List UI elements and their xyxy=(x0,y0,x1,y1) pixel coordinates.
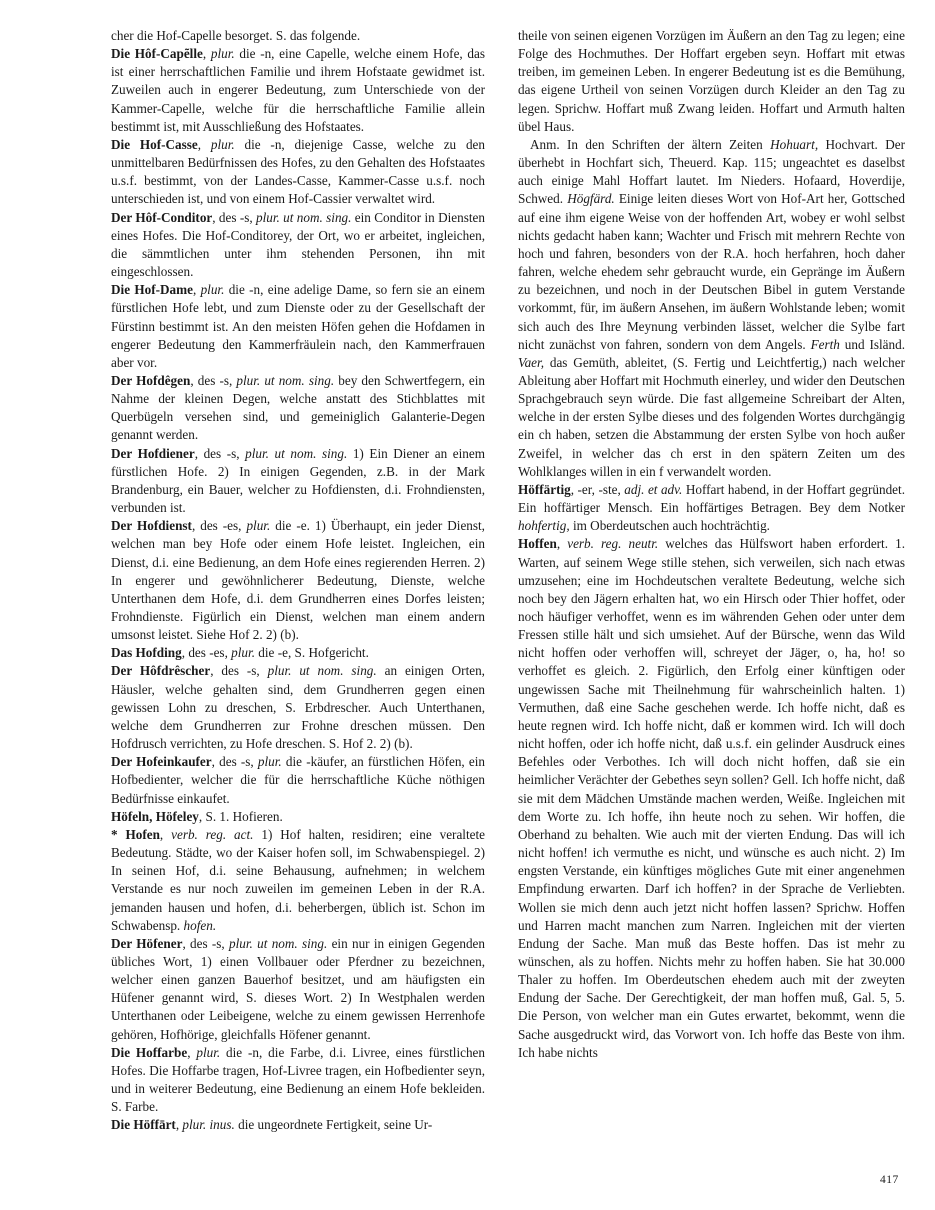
headword: Das Hofding xyxy=(111,645,182,661)
dictionary-entry xyxy=(111,136,485,209)
headword: * Hofen xyxy=(111,826,160,842)
italic-term: Högfärd. xyxy=(567,191,615,207)
right-column xyxy=(518,27,905,1062)
entry-text: , xyxy=(159,826,172,842)
headword: Der Hôfdrêscher xyxy=(111,663,211,679)
entry-text: und Isländ. xyxy=(839,336,905,352)
italic-term: plur. xyxy=(210,46,235,62)
entry-text: , des -s, xyxy=(182,935,230,951)
entry-text: , xyxy=(192,282,201,298)
entry-text: theile von seinen eigenen Vorzügen im Äußern an den Tag zu legen; eine Folge des Hochmuthes. Der Hoffart ergeben seyn. Hoffart mit etwas treiben, im gemeinen Leben. In engerer Bedeutung ist es die Bemühung, das eigene Urtheil von seinen Vorzügen durch Kleider an den Tag zu legen. Sprichw. Hoffart muß Zwang leiden. Hoffart und Armuth halten übel Haus. xyxy=(518,28,905,134)
headword: Der Hofdêgen xyxy=(111,372,191,388)
dictionary-entry xyxy=(111,372,485,445)
italic-term: Vaer, xyxy=(518,354,545,370)
left-column xyxy=(111,27,485,1135)
entry-text: Einige leiten dieses Wort von Hof-Art her, Gottsched auf eine ihm eigene Weise von der hoffenden Art, wobey er wohl selbst nichts gedacht haben kann; Wachter und Frisch mit mehrern Rechte von hoch und fahren, besonders von der R.A. hoch herfahren, hoch daher fahren, welche ehedem sehr gebraucht wurde, ein Gepränge im Äußern zu bezeichnen, und noch in der Deutschen Bibel in gutem Verstande vorkommt, für, im äußern Ansehen, im äußern Wohlstande leben; womit sich auch des Ihre Meynung verbinden lässet, welcher die Sylbe fart nicht zunächst von fahren, sondern von dem Angels. xyxy=(518,191,905,352)
dictionary-entry xyxy=(111,445,485,518)
dictionary-entry xyxy=(111,45,485,136)
entry-text: , xyxy=(197,136,211,152)
entry-text: , xyxy=(187,1044,197,1060)
entry-text: ein Conditor in Diensten eines Hofes. Die Hof-Conditorey, der Ort, wo er arbeitet, ingleichen, die sämmtlichen unter ihm stehenden Personen, ihn mit eingeschlossen. xyxy=(111,209,485,280)
entry-text: die ungeordnete Fertigkeit, seine Ur- xyxy=(234,1117,433,1133)
entry-text: Hochvart. Der überhebt in Hochfart sich, Theuerd. Kap. 115; ungeachtet es daselbst auch einige Mahl Hoffart lautet. Im Nieders. Hofaard, Hoverdije, Schwed. xyxy=(518,136,905,207)
entry-text: die -n, eine Capelle, welche einem Hofe, das ist einer herrschaftlichen Familie und ihrem Hofstaate gewidmet ist. Zuweilen auch in engerer Bedeutung, zum Unterschiede von der Kammer-Capelle, welche für die herrschaftliche Familie allein bestimmt ist, mit Ausschließung des Hofstaates. xyxy=(111,46,485,134)
italic-term: plur. xyxy=(210,136,235,152)
entry-text: 1) Ein Diener an einem fürstlichen Hofe. 2) In einigen Gegenden, z.B. in der Mark Brandenburg, ein Bauer, welcher zu Hofdiensten, d.i. Frohndiensten, verbunden ist. xyxy=(111,445,485,516)
dictionary-entry xyxy=(518,27,905,136)
dictionary-entry xyxy=(111,1116,485,1134)
entry-text: ein nur in einigen Gegenden übliches Wort, 1) einen Vollbauer oder Pferdner zu bezeichnen, welcher einen ganzen Bauerhof besitzet, und am häufigsten ein Hüfener genannt wird, S. dieses Wort. 2) In Westphalen werden Unterthanen oder Leibeigene, welche zu einem gewissen Herrenhofe gehören, Hofhörige, gleichfalls Höfener genannt. xyxy=(111,935,485,1042)
dictionary-entry xyxy=(111,209,485,282)
italic-term: plur. xyxy=(200,282,225,298)
italic-term: plur. ut nom. sing. xyxy=(236,372,335,388)
italic-term: plur. ut nom. sing. xyxy=(229,935,328,951)
headword: Der Hôf-Conditor xyxy=(111,209,213,225)
entry-text: , des -es, xyxy=(191,518,247,534)
entry-text: die -n, diejenige Casse, welche zu den unmittelbaren Bedürfnissen des Hofes, zu den Gehalten des Hofstaates u.s.f. bestimmt, von der Landes-Casse, Kammer-Casse u.s.f. noch unterschieden ist, und von einem Hof-Cassier verwaltet wird. xyxy=(111,136,486,207)
entry-text: 1) Hof halten, residiren; eine veraltete Bedeutung. Städte, wo der Kaiser hofen soll, im Schwabenspiegel. 2) In seinen Hof, d.i. seine Behausung, aufnehmen; in welchem Verstande es nur noch zuweilen im gemeinen Leben in der R.A. jemanden hausen und hofen, d.i. beherbergen, üblich ist. Schon im Schwabensp. xyxy=(111,826,486,933)
dictionary-entry xyxy=(111,27,485,45)
headword: Die Höffārt xyxy=(111,1117,176,1133)
entry-text: , xyxy=(175,1117,183,1133)
entry-text: das Gemüth, ableitet, (S. Fertig und Leichtfertig,) nach welcher Ableitung aber Hoffart mit Hochmuth einerley, und wider den Deutschen Sprachgebrauch seyn würde. Die fast allgemeine Schreibart der Alten, welche in der ersten Sylbe dieses und des folgenden Wortes durchgängig ein ch haben, setzen die Abstammung der ersten Sylbe von hoch außer Zweifel, in welcher das ch erst in den spätern Zeiten um des Wohlklanges willen in ein f verwandelt worden. xyxy=(518,354,905,479)
italic-term: verb. reg. act. xyxy=(171,826,254,842)
entry-text: , S. 1. Hofieren. xyxy=(198,808,283,824)
headword: Die Hoffarbe xyxy=(111,1044,188,1060)
dictionary-entry xyxy=(111,935,485,1044)
dictionary-entry xyxy=(111,517,485,644)
italic-term: Ferth xyxy=(810,336,840,352)
entry-text: , des -s, xyxy=(194,445,246,461)
headword: Höffärtig xyxy=(518,481,571,497)
dictionary-entry xyxy=(111,826,485,935)
entry-text: im Oberdeutschen auch hochträchtig. xyxy=(569,518,770,534)
entry-text: die -n, die Farbe, d.i. Livree, eines fürstlichen Hofes. Die Hoffarbe tragen, Hof-Livree tragen, ein Hofbedienter seyn, und in weiterer Bedeutung, eine Bedienung an einem Hofe bekleiden. S. Farbe. xyxy=(111,1044,486,1115)
entry-text: cher die Hof-Capelle besorget. S. das folgende. xyxy=(111,28,361,43)
page-number: 417 xyxy=(880,1174,899,1186)
italic-term: verb. reg. neutr. xyxy=(567,536,659,552)
italic-term: plur. ut nom. sing. xyxy=(256,209,352,225)
entry-text: , des -s, xyxy=(212,209,257,225)
italic-term: plur. xyxy=(196,1044,221,1060)
dictionary-entry xyxy=(518,481,905,535)
entry-text: Hoffart habend, in der Hoffart gegründet. Ein hoffärtiger Mensch. Ein hoffärtiges Betragen. Bey dem Notker xyxy=(518,481,905,516)
dictionary-entry xyxy=(111,808,485,826)
dictionary-entry xyxy=(518,535,905,1062)
headword: Der Höfener xyxy=(111,935,183,951)
headword: Die Hôf-Capẽlle xyxy=(111,46,203,62)
entry-text: bey den Schwertfegern, ein Nahme der kleinen Degen, welche anstatt des Stichblattes mit Querbügeln versehen sind, und gemeiniglich Galanterie-Degen genannt werden. xyxy=(111,372,485,443)
entry-text: welches das Hülfswort haben erfordert. 1. Warten, auf seinem Wege stille stehen, sich verweilen, sich nach etwas umzusehen; eine im Hochdeutschen veraltete Bedeutung, welche sich noch bey den Jägern erhalten hat, wo ein Hirsch oder Thier hoffet, oder noch häufiger verhoffet, wenn es im währenden Gehen oder unter dem Fressen stille hält und sich umsiehet. Auf der Bürsche, wenn das Wild nicht hoffen oder verhoffen will, schreyet der Jäger, o, ha, ho! so verhoffet es gleich. 2. Figürlich, den Erfolg einer künftigen oder ungewissen Sache mit Theilnehmung für wahrscheinlich halten. 1) Vermuthen, daß eine Sache geschehen werde. Ich hoffe nicht, daß es heute regnen wird. Ich hoffe nicht, daß er kommen wird. Ich will doch nicht hoffen, oder ich hoffe nicht, daß u.s.f. ein gelinder Ausdruck eines Befehles oder Verbothes. Ich will doch nicht hoffen, daß sie ein heimlicher Verächter der Gebethes seyn sollen? Gell. Ich hoffe nicht, daß sie mit dem Mädchen Umstände machen werden, Weiße. Ingleichen mit dem Worte zu. Ich hoffe, ihn heute noch zu sehen. Wir hoffen, die Oberhand zu behalten. Wie auch mit der vierten Endung. Das will ich nicht hoffen! ich vermuthe es nicht, und wünsche es auch nicht. 2) Im engsten Verstande, ein künftiges mögliches Gute mit einer angenehmen Empfindung erwarten. Darf ich hoffen? in der Sprache de Verliebten. Wollen sie mich denn auch jetzt nicht hoffen lassen? Sprichw. Hoffen und Harren macht manchen zum Narren. Ingleichen mit der vierten Endung der Sache. Man muß das Beste hoffen. Das ist mehr zu wünschen, als zu hoffen. Nichts mehr zu hoffen haben. Sie hat 30.000 Thaler zu hoffen. Im Oberdeutschen ehedem auch mit der zweyten Endung der Sache. Der Gerechtigkeit, der man hoffen muß, Gal. 5, 5. Die Person, von welcher man ein Gutes erwartet, bekommt, wenn die Sache ausgedruckt wird, das Vorwort von. Ich hoffe das Beste von ihm. Ich habe nichts xyxy=(518,536,905,1060)
entry-text: , des -s, xyxy=(210,663,268,679)
dictionary-entry xyxy=(111,644,485,662)
entry-text: die -n, eine adelige Dame, so fern sie an einem fürstlichen Hofe lebt, und zum Dienste oder zu der Gesellschaft der Fürstinn bestimmt ist. An den meisten Höfen gehen die Hofdamen in engerer Bedeutung den Kammerfräulein nach, den Kammerfrauen aber vor. xyxy=(111,282,485,370)
entry-text: , xyxy=(202,46,211,62)
dictionary-entry xyxy=(518,136,905,481)
dictionary-entry xyxy=(111,753,485,807)
italic-term: plur. xyxy=(246,518,271,534)
entry-text: , des -es, xyxy=(181,645,232,661)
dictionary-entry xyxy=(111,662,485,753)
headword: Die Hof-Dame xyxy=(111,282,193,298)
italic-term: plur. xyxy=(257,754,282,770)
headword: Der Hofdiener xyxy=(111,445,195,461)
entry-text: , -er, -ste, xyxy=(570,481,625,497)
entry-text: die -e, S. Hofgericht. xyxy=(255,645,369,661)
entry-text: an einigen Orten, Häusler, welche gehalten sind, dem Grundherren gegen einen gewissen Lohn zu dreschen, S. Erbdrescher. Auch Unterthanen, welche dem Grundherren zur Frohne dreschen müssen. Den Hofdrusch verrichten, zu Hofe dreschen. S. Hof 2. 2) (b). xyxy=(111,663,485,752)
italic-term: adj. et adv. xyxy=(624,481,683,497)
headword: Höfeln, Höfeley xyxy=(111,808,199,824)
entry-text: Anm. In den Schriften der ältern Zeiten xyxy=(530,136,771,152)
entry-text: , xyxy=(556,536,568,552)
italic-term: hohfertig, xyxy=(518,518,570,534)
italic-term: plur. inus. xyxy=(182,1117,235,1133)
headword: Der Hofdienst xyxy=(111,518,192,534)
italic-term: plur. ut nom. sing. xyxy=(267,663,377,679)
italic-term: hofen. xyxy=(183,917,217,933)
entry-text: die -käufer, an fürstlichen Höfen, ein Hofbedienter, welcher die für die herrschaftliche Küche nöthigen Bedürfnisse einkaufet. xyxy=(111,754,486,806)
headword: Hoffen xyxy=(518,536,557,552)
entry-text: , des -s, xyxy=(211,754,258,770)
italic-term: plur. xyxy=(231,645,255,661)
dictionary-entry xyxy=(111,281,485,372)
dictionary-entry xyxy=(111,1044,485,1117)
headword: Die Hof-Casse xyxy=(111,136,198,152)
entry-text: , des -s, xyxy=(190,372,237,388)
italic-term: plur. ut nom. sing. xyxy=(245,445,348,461)
headword: Der Hofeinkaufer xyxy=(111,754,212,770)
italic-term: Hohuart, xyxy=(770,136,819,152)
entry-text: die -e. 1) Überhaupt, ein jeder Dienst, welchen man bey Hofe oder einem Hofe leistet. Ingleichen, ein Dienst, d.i. eine Bedienung, an dem Hofe eines regierenden Herren. 2) In engerer und gewöhnlicherer Bedeutung, Dienste, welche Unterthanen dem Hofe, d.i. dem Grundherren eines Dorfes leisten; Frohndienste. Figürlich ein Dienst, welchen man einem andern umsonst leistet. Siehe Hof 2. 2) (b). xyxy=(111,518,485,643)
